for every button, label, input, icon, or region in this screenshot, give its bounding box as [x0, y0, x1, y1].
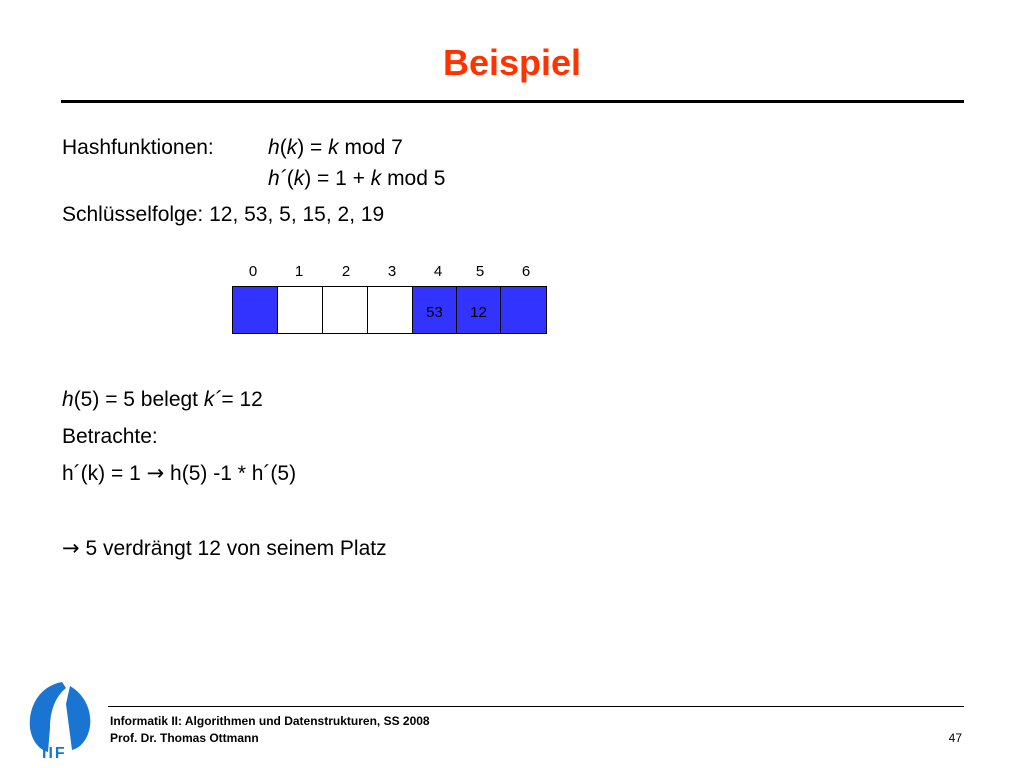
- hash-cell: 53: [413, 287, 457, 333]
- hash-cell: [323, 287, 368, 333]
- hash-cell: 12: [457, 287, 501, 333]
- title-divider: [61, 100, 964, 103]
- footer-course: Informatik II: Algorithmen und Datenstrukturen, SS 2008: [110, 714, 430, 728]
- hash-cell: [233, 287, 278, 333]
- key-sequence: Schlüsselfolge: 12, 53, 5, 15, 2, 19: [62, 203, 385, 226]
- page-number: 47: [948, 731, 962, 745]
- table-index-3: 3: [387, 263, 397, 280]
- hash-cell: [278, 287, 323, 333]
- table-index-5: 5: [475, 263, 485, 280]
- table-index-0: 0: [248, 263, 258, 280]
- hash-table: [232, 286, 547, 334]
- hash-functions-label: Hashfunktionen:: [62, 136, 214, 159]
- table-index-2: 2: [341, 263, 351, 280]
- slide-title: Beispiel: [442, 42, 582, 83]
- iif-logo-icon: [26, 680, 98, 760]
- hash-cell: [368, 287, 413, 333]
- right-arrow-icon: →: [146, 461, 165, 485]
- consider-label: Betrachte:: [62, 425, 158, 448]
- comparison-line: h´(k) = 1 → h(5) -1 * h´(5): [62, 461, 297, 485]
- hash-function-h-prime: h´(k) = 1 + k mod 5: [268, 167, 446, 190]
- footer-divider: [108, 706, 964, 707]
- right-arrow-icon: →: [62, 536, 80, 560]
- table-index-6: 6: [521, 263, 531, 280]
- table-index-4: 4: [433, 263, 443, 280]
- hash-cell: [501, 287, 546, 333]
- svg-text:IIF: IIF: [42, 745, 67, 760]
- hash-function-h: h(k) = k mod 7: [268, 136, 403, 159]
- table-index-1: 1: [294, 263, 304, 280]
- conclusion-line: → 5 verdrängt 12 von seinem Platz: [62, 536, 387, 560]
- footer-author: Prof. Dr. Thomas Ottmann: [110, 731, 259, 745]
- occupied-note: h(5) = 5 belegt k´= 12: [62, 388, 263, 411]
